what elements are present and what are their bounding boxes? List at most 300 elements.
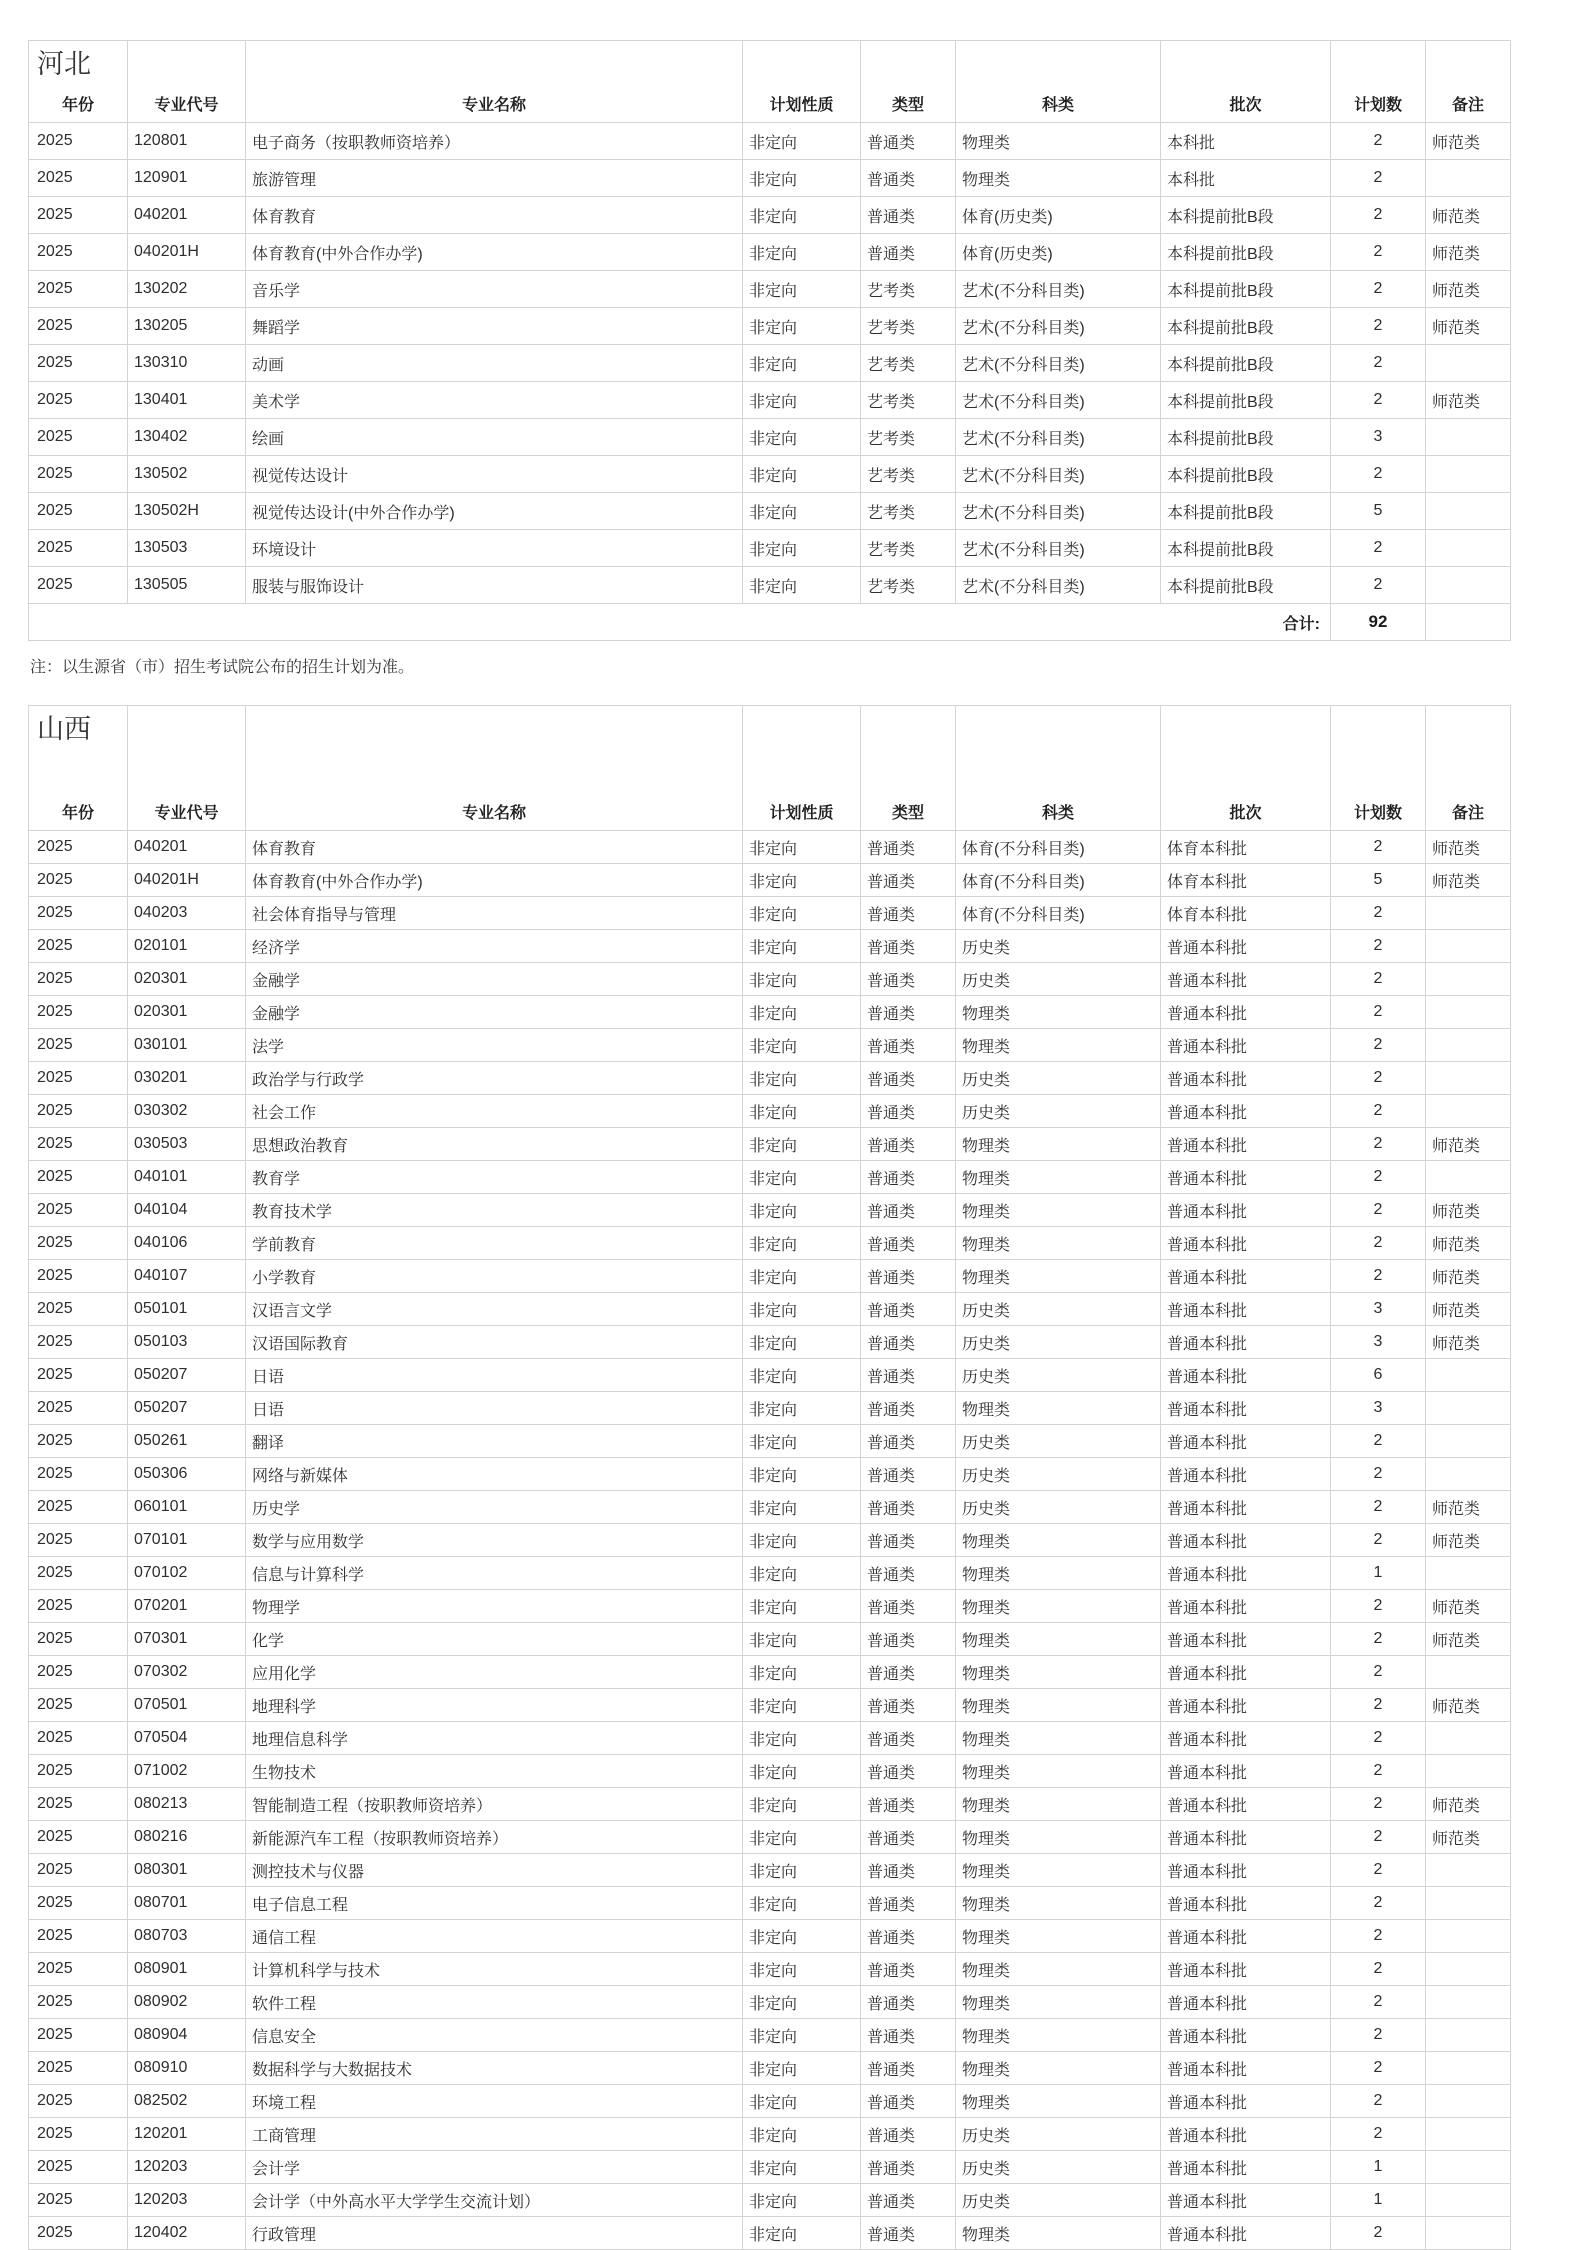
cell-batch: 普通本科批: [1161, 1425, 1331, 1458]
cell-type: 普通类: [861, 1689, 956, 1722]
plan-row: [29, 996, 1511, 1029]
cell-year: 2025: [29, 1986, 128, 2019]
plan-row: [29, 1953, 1511, 1986]
cell-major-code: 040107: [128, 1260, 246, 1293]
cell-remark: [1426, 1920, 1511, 1953]
cell-plan-count: 2: [1331, 897, 1426, 930]
column-header-label: 科类: [1041, 805, 1074, 822]
cell-plan-nature: 非定向: [743, 1227, 861, 1260]
cell-year: 2025: [29, 197, 128, 234]
column-header-batch: [1161, 706, 1331, 831]
cell-subject-category: 物理类: [956, 996, 1161, 1029]
cell-major-name: 电子商务（按职教师资培养）: [246, 123, 743, 160]
cell-major-code: 070501: [128, 1689, 246, 1722]
column-header-label: 备注: [1451, 805, 1484, 822]
cell-year: 2025: [29, 1920, 128, 1953]
cell-major-name: 计算机科学与技术: [246, 1953, 743, 1986]
cell-subject-category: 物理类: [956, 2085, 1161, 2118]
column-header-label: 计划性质: [769, 97, 834, 114]
cell-plan-count: 2: [1331, 1986, 1426, 2019]
column-header-label: 备注: [1451, 97, 1484, 114]
cell-plan-count: 2: [1331, 530, 1426, 567]
cell-major-code: 070201: [128, 1590, 246, 1623]
cell-remark: 师范类: [1426, 1590, 1511, 1623]
cell-major-code: 120901: [128, 160, 246, 197]
cell-plan-count: 2: [1331, 382, 1426, 419]
cell-plan-nature: 非定向: [743, 2019, 861, 2052]
cell-major-name: 智能制造工程（按职教师资培养）: [246, 1788, 743, 1821]
cell-plan-count: 2: [1331, 1656, 1426, 1689]
cell-plan-nature: 非定向: [743, 1161, 861, 1194]
cell-batch: 普通本科批: [1161, 1986, 1331, 2019]
cell-remark: [1426, 2118, 1511, 2151]
cell-year: 2025: [29, 419, 128, 456]
cell-subject-category: 历史类: [956, 963, 1161, 996]
cell-subject-category: 物理类: [956, 1524, 1161, 1557]
cell-year: 2025: [29, 2151, 128, 2184]
province-label: 山西: [37, 714, 91, 744]
cell-major-code: 030302: [128, 1095, 246, 1128]
cell-batch: 普通本科批: [1161, 1194, 1331, 1227]
cell-year: 2025: [29, 308, 128, 345]
cell-subject-category: 艺术(不分科目类): [956, 419, 1161, 456]
cell-remark: [1426, 996, 1511, 1029]
cell-subject-category: 历史类: [956, 2184, 1161, 2217]
cell-batch: 普通本科批: [1161, 2118, 1331, 2151]
cell-major-name: 汉语国际教育: [246, 1326, 743, 1359]
cell-remark: [1426, 897, 1511, 930]
cell-major-code: 120203: [128, 2184, 246, 2217]
cell-year: 2025: [29, 1458, 128, 1491]
plan-row: [29, 2151, 1511, 2184]
cell-subject-category: 历史类: [956, 1359, 1161, 1392]
cell-plan-nature: 非定向: [743, 1491, 861, 1524]
cell-major-name: 数学与应用数学: [246, 1524, 743, 1557]
plan-row: [29, 897, 1511, 930]
cell-batch: 普通本科批: [1161, 1557, 1331, 1590]
cell-type: 普通类: [861, 2118, 956, 2151]
cell-plan-nature: 非定向: [743, 123, 861, 160]
cell-major-code: 020301: [128, 996, 246, 1029]
cell-major-code: 080301: [128, 1854, 246, 1887]
cell-remark: [1426, 1095, 1511, 1128]
cell-major-code: 050101: [128, 1293, 246, 1326]
cell-major-code: 130503: [128, 530, 246, 567]
total-remark-empty-cell: [1426, 604, 1511, 641]
cell-major-code: 130402: [128, 419, 246, 456]
cell-year: 2025: [29, 2052, 128, 2085]
cell-batch: 普通本科批: [1161, 1656, 1331, 1689]
cell-batch: 普通本科批: [1161, 1755, 1331, 1788]
cell-subject-category: 历史类: [956, 2151, 1161, 2184]
cell-type: 普通类: [861, 2019, 956, 2052]
cell-year: 2025: [29, 864, 128, 897]
cell-subject-category: 物理类: [956, 1227, 1161, 1260]
plan-row: [29, 1689, 1511, 1722]
cell-year: 2025: [29, 1887, 128, 1920]
cell-major-name: 汉语言文学: [246, 1293, 743, 1326]
cell-major-code: 040201: [128, 831, 246, 864]
cell-major-name: 软件工程: [246, 1986, 743, 2019]
cell-plan-count: 2: [1331, 1788, 1426, 1821]
cell-remark: [1426, 1392, 1511, 1425]
cell-batch: 普通本科批: [1161, 1524, 1331, 1557]
cell-batch: 普通本科批: [1161, 1491, 1331, 1524]
cell-remark: [1426, 530, 1511, 567]
cell-remark: [1426, 1425, 1511, 1458]
cell-type: 普通类: [861, 2052, 956, 2085]
cell-major-code: 070301: [128, 1623, 246, 1656]
cell-batch: 普通本科批: [1161, 1161, 1331, 1194]
cell-remark: 师范类: [1426, 831, 1511, 864]
cell-type: 普通类: [861, 1359, 956, 1392]
cell-major-code: 082502: [128, 2085, 246, 2118]
cell-plan-count: 2: [1331, 1887, 1426, 1920]
cell-major-name: 视觉传达设计(中外合作办学): [246, 493, 743, 530]
cell-remark: 师范类: [1426, 1293, 1511, 1326]
plan-row: [29, 530, 1511, 567]
column-header-label: 专业名称: [461, 97, 526, 114]
cell-remark: [1426, 2151, 1511, 2184]
cell-plan-nature: 非定向: [743, 1854, 861, 1887]
cell-plan-nature: 非定向: [743, 1557, 861, 1590]
plan-row: [29, 345, 1511, 382]
cell-major-name: 音乐学: [246, 271, 743, 308]
cell-batch: 普通本科批: [1161, 1260, 1331, 1293]
plan-row: [29, 1590, 1511, 1623]
cell-subject-category: 体育(不分科目类): [956, 831, 1161, 864]
cell-batch: 普通本科批: [1161, 1392, 1331, 1425]
cell-batch: 体育本科批: [1161, 897, 1331, 930]
cell-year: 2025: [29, 1590, 128, 1623]
cell-major-code: 030101: [128, 1029, 246, 1062]
plan-row: [29, 831, 1511, 864]
cell-subject-category: 物理类: [956, 1689, 1161, 1722]
plan-row: [29, 963, 1511, 996]
column-header-label: 专业名称: [461, 805, 526, 822]
cell-year: 2025: [29, 2085, 128, 2118]
cell-major-name: 社会工作: [246, 1095, 743, 1128]
cell-major-name: 动画: [246, 345, 743, 382]
cell-major-name: 服装与服饰设计: [246, 567, 743, 604]
cell-batch: 本科提前批B段: [1161, 382, 1331, 419]
cell-plan-nature: 非定向: [743, 1722, 861, 1755]
cell-year: 2025: [29, 963, 128, 996]
column-header-remark: [1426, 41, 1511, 123]
cell-major-code: 120402: [128, 2217, 246, 2250]
cell-plan-count: 2: [1331, 308, 1426, 345]
cell-type: 普通类: [861, 1326, 956, 1359]
plan-row: [29, 271, 1511, 308]
cell-remark: 师范类: [1426, 1194, 1511, 1227]
cell-major-code: 070302: [128, 1656, 246, 1689]
total-label: 合计:: [29, 604, 1331, 641]
plan-row: [29, 1062, 1511, 1095]
cell-major-name: 翻译: [246, 1425, 743, 1458]
cell-subject-category: 物理类: [956, 1920, 1161, 1953]
cell-subject-category: 物理类: [956, 1986, 1161, 2019]
cell-batch: 本科提前批B段: [1161, 567, 1331, 604]
plan-row: [29, 1095, 1511, 1128]
cell-type: 普通类: [861, 963, 956, 996]
cell-plan-nature: 非定向: [743, 1029, 861, 1062]
cell-subject-category: 物理类: [956, 2019, 1161, 2052]
plan-row: [29, 197, 1511, 234]
header-row: [29, 706, 1511, 831]
cell-major-code: 060101: [128, 1491, 246, 1524]
cell-major-code: 080910: [128, 2052, 246, 2085]
plan-row: [29, 1260, 1511, 1293]
cell-subject-category: 艺术(不分科目类): [956, 493, 1161, 530]
cell-major-name: 行政管理: [246, 2217, 743, 2250]
column-header-label: 计划数: [1353, 97, 1402, 114]
cell-major-name: 绘画: [246, 419, 743, 456]
cell-remark: 师范类: [1426, 1623, 1511, 1656]
total-value: 92: [1331, 604, 1426, 641]
cell-plan-count: 2: [1331, 2019, 1426, 2052]
column-header-plan-nature: [743, 706, 861, 831]
cell-plan-count: 2: [1331, 1755, 1426, 1788]
cell-batch: 本科提前批B段: [1161, 234, 1331, 271]
cell-subject-category: 体育(历史类): [956, 234, 1161, 271]
cell-plan-nature: 非定向: [743, 1986, 861, 2019]
plan-row: [29, 1425, 1511, 1458]
plan-row: [29, 493, 1511, 530]
plan-row: [29, 1359, 1511, 1392]
cell-batch: 普通本科批: [1161, 1689, 1331, 1722]
plan-row: [29, 456, 1511, 493]
cell-plan-nature: 非定向: [743, 419, 861, 456]
cell-major-code: 030503: [128, 1128, 246, 1161]
cell-type: 普通类: [861, 1293, 956, 1326]
cell-major-name: 通信工程: [246, 1920, 743, 1953]
cell-remark: [1426, 567, 1511, 604]
cell-remark: [1426, 456, 1511, 493]
plan-row: [29, 1821, 1511, 1854]
cell-major-code: 030201: [128, 1062, 246, 1095]
cell-batch: 普通本科批: [1161, 1029, 1331, 1062]
cell-plan-count: 2: [1331, 963, 1426, 996]
cell-remark: [1426, 2052, 1511, 2085]
cell-major-code: 080703: [128, 1920, 246, 1953]
cell-year: 2025: [29, 345, 128, 382]
cell-year: 2025: [29, 1062, 128, 1095]
cell-plan-count: 2: [1331, 996, 1426, 1029]
cell-plan-nature: 非定向: [743, 1689, 861, 1722]
cell-major-name: 历史学: [246, 1491, 743, 1524]
cell-major-code: 040106: [128, 1227, 246, 1260]
cell-subject-category: 体育(历史类): [956, 197, 1161, 234]
cell-plan-count: 6: [1331, 1359, 1426, 1392]
cell-major-name: 数据科学与大数据技术: [246, 2052, 743, 2085]
footnote: 注：以生源省（市）招生考试院公布的招生计划为准。: [30, 659, 415, 676]
cell-plan-count: 2: [1331, 123, 1426, 160]
plan-row: [29, 1788, 1511, 1821]
cell-subject-category: 历史类: [956, 1062, 1161, 1095]
cell-major-code: 040104: [128, 1194, 246, 1227]
plan-row: [29, 1458, 1511, 1491]
plan-row: [29, 1920, 1511, 1953]
cell-major-code: 040201: [128, 197, 246, 234]
cell-major-name: 思想政治教育: [246, 1128, 743, 1161]
cell-major-code: 050103: [128, 1326, 246, 1359]
plan-row: [29, 864, 1511, 897]
cell-type: 普通类: [861, 831, 956, 864]
cell-batch: 本科提前批B段: [1161, 493, 1331, 530]
cell-major-code: 040201H: [128, 234, 246, 271]
cell-plan-count: 2: [1331, 1590, 1426, 1623]
cell-year: 2025: [29, 996, 128, 1029]
cell-remark: [1426, 1854, 1511, 1887]
cell-plan-nature: 非定向: [743, 1392, 861, 1425]
cell-remark: [1426, 160, 1511, 197]
column-header-label: 类型: [891, 97, 924, 114]
cell-remark: [1426, 1557, 1511, 1590]
cell-batch: 普通本科批: [1161, 1887, 1331, 1920]
cell-batch: 本科提前批B段: [1161, 530, 1331, 567]
cell-batch: 普通本科批: [1161, 1623, 1331, 1656]
cell-remark: [1426, 1722, 1511, 1755]
cell-plan-nature: 非定向: [743, 1260, 861, 1293]
enrollment-plan-table: [28, 40, 1511, 641]
cell-year: 2025: [29, 1722, 128, 1755]
cell-major-code: 070504: [128, 1722, 246, 1755]
cell-major-name: 舞蹈学: [246, 308, 743, 345]
cell-major-name: 金融学: [246, 996, 743, 1029]
cell-type: 普通类: [861, 234, 956, 271]
cell-year: 2025: [29, 1392, 128, 1425]
cell-plan-nature: 非定向: [743, 1920, 861, 1953]
cell-major-name: 旅游管理: [246, 160, 743, 197]
cell-major-name: 法学: [246, 1029, 743, 1062]
column-header-year: [29, 706, 128, 831]
cell-subject-category: 物理类: [956, 1194, 1161, 1227]
cell-major-name: 体育教育(中外合作办学): [246, 234, 743, 271]
cell-year: 2025: [29, 831, 128, 864]
cell-year: 2025: [29, 1029, 128, 1062]
cell-type: 普通类: [861, 930, 956, 963]
cell-year: 2025: [29, 1194, 128, 1227]
cell-plan-nature: 非定向: [743, 1062, 861, 1095]
enrollment-plan-table: [28, 705, 1511, 2250]
plan-row: [29, 2085, 1511, 2118]
cell-type: 普通类: [861, 1491, 956, 1524]
cell-batch: 普通本科批: [1161, 1062, 1331, 1095]
cell-year: 2025: [29, 1491, 128, 1524]
column-header-label: 科类: [1041, 97, 1074, 114]
cell-year: 2025: [29, 530, 128, 567]
cell-batch: 普通本科批: [1161, 2184, 1331, 2217]
cell-year: 2025: [29, 2118, 128, 2151]
cell-type: 普通类: [861, 1161, 956, 1194]
cell-year: 2025: [29, 1425, 128, 1458]
cell-type: 普通类: [861, 123, 956, 160]
cell-subject-category: 物理类: [956, 1755, 1161, 1788]
cell-plan-nature: 非定向: [743, 1953, 861, 1986]
plan-row: [29, 1029, 1511, 1062]
cell-remark: [1426, 2085, 1511, 2118]
cell-plan-nature: 非定向: [743, 456, 861, 493]
cell-batch: 普通本科批: [1161, 1095, 1331, 1128]
cell-major-name: 经济学: [246, 930, 743, 963]
cell-year: 2025: [29, 1656, 128, 1689]
cell-subject-category: 物理类: [956, 1590, 1161, 1623]
cell-type: 普通类: [861, 1722, 956, 1755]
cell-plan-count: 2: [1331, 1194, 1426, 1227]
cell-year: 2025: [29, 1689, 128, 1722]
cell-major-code: 120201: [128, 2118, 246, 2151]
cell-type: 艺考类: [861, 567, 956, 604]
cell-type: 普通类: [861, 1854, 956, 1887]
cell-batch: 普通本科批: [1161, 996, 1331, 1029]
cell-major-name: 学前教育: [246, 1227, 743, 1260]
column-header-major-name: [246, 706, 743, 831]
cell-year: 2025: [29, 1227, 128, 1260]
cell-batch: 普通本科批: [1161, 1293, 1331, 1326]
plan-row: [29, 1755, 1511, 1788]
cell-plan-count: 2: [1331, 1491, 1426, 1524]
cell-year: 2025: [29, 493, 128, 530]
cell-batch: 普通本科批: [1161, 1920, 1331, 1953]
cell-year: 2025: [29, 1161, 128, 1194]
cell-plan-nature: 非定向: [743, 160, 861, 197]
cell-plan-nature: 非定向: [743, 1095, 861, 1128]
cell-major-name: 教育技术学: [246, 1194, 743, 1227]
cell-remark: [1426, 1161, 1511, 1194]
cell-type: 普通类: [861, 1821, 956, 1854]
cell-type: 艺考类: [861, 271, 956, 308]
cell-plan-count: 2: [1331, 197, 1426, 234]
cell-remark: 师范类: [1426, 308, 1511, 345]
cell-subject-category: 物理类: [956, 2217, 1161, 2250]
column-header-plan-count: [1331, 41, 1426, 123]
cell-remark: [1426, 1755, 1511, 1788]
cell-subject-category: 历史类: [956, 1491, 1161, 1524]
cell-subject-category: 历史类: [956, 1425, 1161, 1458]
plan-row: [29, 2118, 1511, 2151]
cell-subject-category: 艺术(不分科目类): [956, 271, 1161, 308]
cell-plan-nature: 非定向: [743, 2184, 861, 2217]
cell-type: 普通类: [861, 897, 956, 930]
cell-plan-nature: 非定向: [743, 308, 861, 345]
cell-remark: 师范类: [1426, 123, 1511, 160]
cell-subject-category: 物理类: [956, 1260, 1161, 1293]
cell-type: 普通类: [861, 1227, 956, 1260]
cell-major-code: 130502: [128, 456, 246, 493]
cell-major-code: 040101: [128, 1161, 246, 1194]
cell-major-name: 教育学: [246, 1161, 743, 1194]
cell-subject-category: 艺术(不分科目类): [956, 382, 1161, 419]
cell-major-code: 130310: [128, 345, 246, 382]
cell-type: 普通类: [861, 864, 956, 897]
plan-row: [29, 567, 1511, 604]
cell-type: 普通类: [861, 1623, 956, 1656]
column-header-subject-category: [956, 41, 1161, 123]
cell-plan-count: 2: [1331, 234, 1426, 271]
cell-remark: 师范类: [1426, 271, 1511, 308]
cell-type: 普通类: [861, 1524, 956, 1557]
column-header-major-code: [128, 41, 246, 123]
cell-subject-category: 艺术(不分科目类): [956, 530, 1161, 567]
column-header-type: [861, 706, 956, 831]
column-header-label: 批次: [1229, 97, 1262, 114]
cell-plan-count: 2: [1331, 1425, 1426, 1458]
cell-subject-category: 物理类: [956, 1623, 1161, 1656]
cell-type: 普通类: [861, 2151, 956, 2184]
cell-plan-count: 2: [1331, 1524, 1426, 1557]
province-plan-section-2: [28, 705, 1587, 2250]
cell-type: 普通类: [861, 197, 956, 234]
